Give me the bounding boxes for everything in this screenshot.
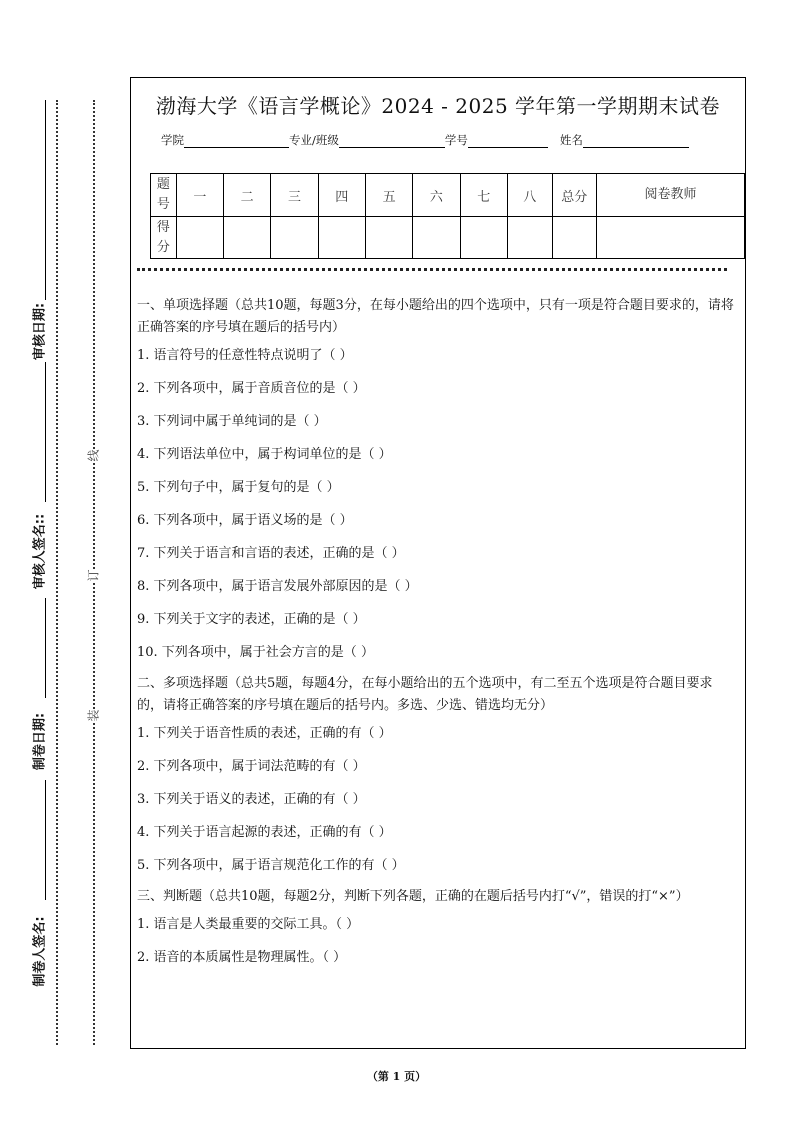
field-label-name: 姓名 [559,133,583,147]
binding-char-ding: 订 [86,569,101,582]
college-blank[interactable] [184,133,289,148]
header-cell: 五 [365,174,412,217]
field-label-id: 学号 [444,133,468,147]
score-cell[interactable] [413,217,460,259]
score-cell[interactable] [507,217,552,259]
question: 9. 下列关于文字的表述，正确的是（ ） [137,612,366,627]
student-id-blank[interactable] [468,133,548,148]
question: 3. 下列关于语义的表述，正确的有（ ） [137,792,366,807]
question: 5. 下列各项中，属于语言规范化工作的有（ ） [137,858,405,873]
signature-line [45,100,46,300]
section-heading: 三、判断题（总共10题，每题2分，判断下列各题，正确的在题后括号内打“√”，错误的打“×”） [137,889,689,904]
question: 2. 语音的本质属性是物理属性。（ ） [137,950,347,965]
header-cell: 三 [271,174,318,217]
header-cell: 七 [460,174,507,217]
score-row-label: 得分 [151,217,177,259]
exam-title: 渤海大学《语言学概论》2024 - 2025 学年第一学期期末试卷 [155,94,721,118]
score-cell[interactable] [460,217,507,259]
student-info-fields [161,132,689,148]
reviewer-signature-label: 审核人签名:: [32,513,48,590]
binding-char-zhuang: 装 [86,709,101,722]
score-table [150,173,745,259]
question: 2. 下列各项中，属于词法范畴的有（ ） [137,759,366,774]
compile-date-label: 制卷日期: [32,712,48,771]
section-heading: 二、多项选择题（总共5题，每题4分，在每小题给出的五个选项中，有二至五个选项是符合题目要求的，请将正确答案的序号填在题后的括号内。多选、少选、错选均无分） [137,676,713,713]
name-blank[interactable] [583,133,689,148]
header-cell: 八 [507,174,552,217]
field-label-college: 学院 [161,133,184,147]
field-label-major: 专业/班级 [289,133,339,147]
exam-content [137,291,737,974]
header-cell: 四 [318,174,365,217]
question: 1. 语言符号的任意性特点说明了（ ） [137,348,353,363]
question: 3. 下列词中属于单纯词的是（ ） [137,414,327,429]
page-number: （第 1 页） [366,1070,427,1083]
major-blank[interactable] [339,133,445,148]
section-heading: 一、单项选择题（总共10题，每题3分，在每小题给出的四个选项中，只有一项是符合题目要求的，请将正确答案的序号填在题后的括号内） [137,298,734,335]
compiler-signature-label: 制卷人签名: [32,916,48,987]
score-cell[interactable] [552,217,597,259]
score-cell[interactable] [224,217,271,259]
question: 6. 下列各项中，属于语义场的是（ ） [137,513,353,528]
score-table-header-row [151,174,745,217]
question: 8. 下列各项中，属于语言发展外部原因的是（ ） [137,579,418,594]
question: 2. 下列各项中，属于音质音位的是（ ） [137,381,366,396]
review-date-label: 审核日期: [32,302,48,361]
binding-char-xian: 线 [86,449,101,462]
header-cell: 阅卷教师 [597,174,745,217]
score-cell[interactable] [597,217,745,259]
question: 10. 下列各项中，属于社会方言的是（ ） [137,645,374,660]
dotted-separator [137,268,727,271]
score-cell[interactable] [271,217,318,259]
score-cell[interactable] [176,217,223,259]
question: 1. 语言是人类最重要的交际工具。（ ） [137,917,360,932]
question: 1. 下列关于语音性质的表述，正确的有（ ） [137,726,392,741]
header-cell: 总分 [552,174,597,217]
score-cell[interactable] [318,217,365,259]
question: 4. 下列关于语言起源的表述，正确的有（ ） [137,825,392,840]
header-cell: 二 [224,174,271,217]
question: 4. 下列语法单位中，属于构词单位的是（ ） [137,447,392,462]
score-cell[interactable] [365,217,412,259]
question: 5. 下列句子中，属于复句的是（ ） [137,480,340,495]
header-cell: 一 [176,174,223,217]
binding-dotted-line [56,100,58,1045]
header-cell: 六 [413,174,460,217]
exam-frame [130,77,746,1049]
question: 7. 下列关于语言和言语的表述，正确的是（ ） [137,546,405,561]
score-table-score-row [151,217,745,259]
header-cell: 题号 [151,174,177,217]
